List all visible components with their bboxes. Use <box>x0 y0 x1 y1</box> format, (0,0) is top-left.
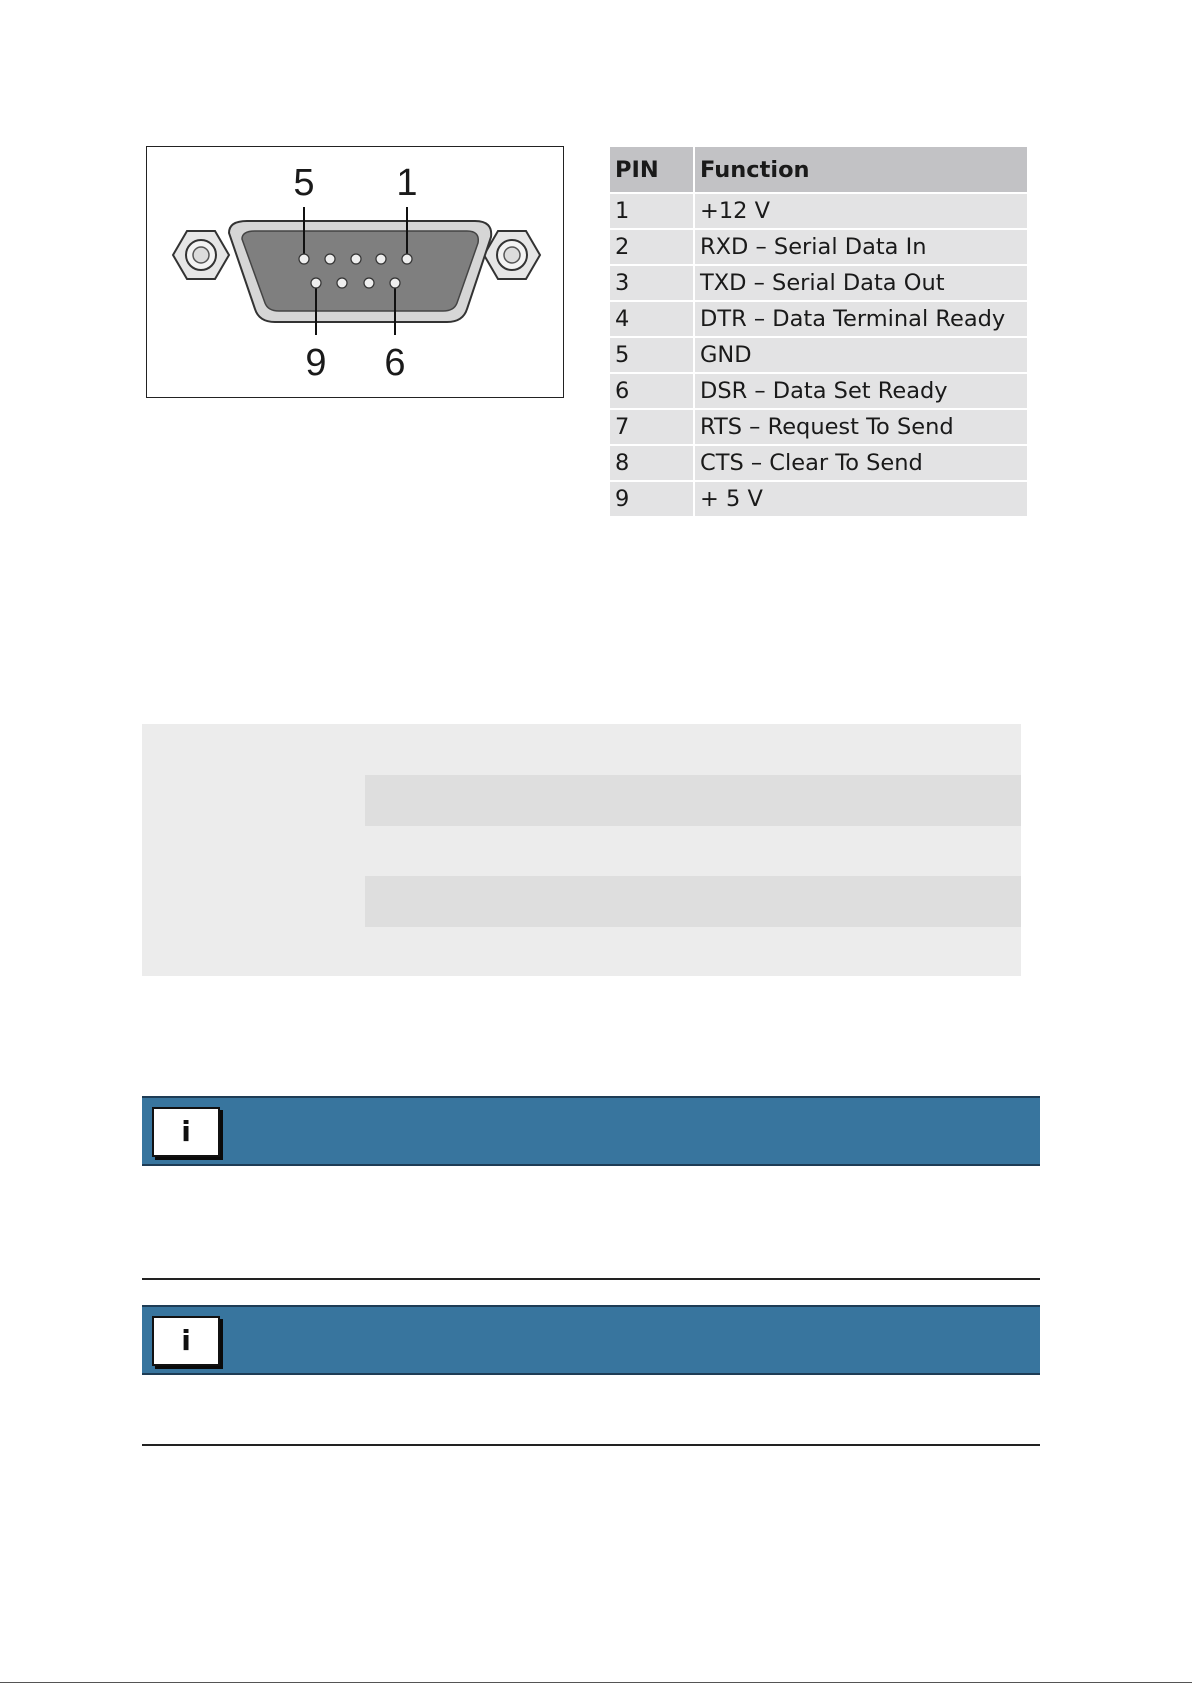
info-icon <box>152 1107 220 1157</box>
grey-table-panel <box>142 724 1021 976</box>
table-row <box>610 265 1028 301</box>
pin-function-table <box>610 147 1029 518</box>
function-cell: DTR – Data Terminal Ready <box>694 301 1028 337</box>
function-cell: RXD – Serial Data In <box>694 229 1028 265</box>
pin-label-6: 6 <box>384 342 406 384</box>
pin-label-1: 1 <box>396 162 418 204</box>
pin-label-9: 9 <box>305 342 327 384</box>
info-icon <box>152 1316 220 1366</box>
function-cell: DSR – Data Set Ready <box>694 373 1028 409</box>
pin-cell: 3 <box>610 265 694 301</box>
note-bottom-rule <box>142 1444 1040 1446</box>
function-cell: +12 V <box>694 193 1028 229</box>
function-cell: TXD – Serial Data Out <box>694 265 1028 301</box>
pin-label-5: 5 <box>293 162 315 204</box>
pin-cell: 2 <box>610 229 694 265</box>
pin-cell: 6 <box>610 373 694 409</box>
info-note-header <box>142 1096 1040 1166</box>
table-row <box>610 445 1028 481</box>
panel-band <box>365 775 1021 826</box>
db9-connector-drawing <box>147 147 565 399</box>
pin-cell: 9 <box>610 481 694 517</box>
note-bottom-rule <box>142 1278 1040 1280</box>
table-row <box>610 409 1028 445</box>
pin-cell: 1 <box>610 193 694 229</box>
table-row <box>610 229 1028 265</box>
info-glyph: i <box>181 1115 191 1148</box>
page-bottom-edge <box>0 1682 1192 1683</box>
pin-cell: 4 <box>610 301 694 337</box>
table-row <box>610 193 1028 229</box>
table-row <box>610 301 1028 337</box>
function-column-header: Function <box>694 147 1028 193</box>
pin-cell: 8 <box>610 445 694 481</box>
info-glyph: i <box>181 1324 191 1357</box>
pin-cell: 5 <box>610 337 694 373</box>
function-cell: CTS – Clear To Send <box>694 445 1028 481</box>
right-mounting-ear <box>484 231 540 279</box>
function-cell: + 5 V <box>694 481 1028 517</box>
function-cell: GND <box>694 337 1028 373</box>
table-row <box>610 373 1028 409</box>
connector-inner-face <box>242 231 478 311</box>
table-row <box>610 481 1028 517</box>
pin-cell: 7 <box>610 409 694 445</box>
table-header-row <box>610 147 1028 193</box>
left-mounting-ear <box>173 231 229 279</box>
panel-band <box>365 876 1021 927</box>
function-cell: RTS – Request To Send <box>694 409 1028 445</box>
info-note-header <box>142 1305 1040 1375</box>
pin-column-header: PIN <box>610 147 694 193</box>
db9-connector-diagram <box>146 146 564 398</box>
table-row <box>610 337 1028 373</box>
